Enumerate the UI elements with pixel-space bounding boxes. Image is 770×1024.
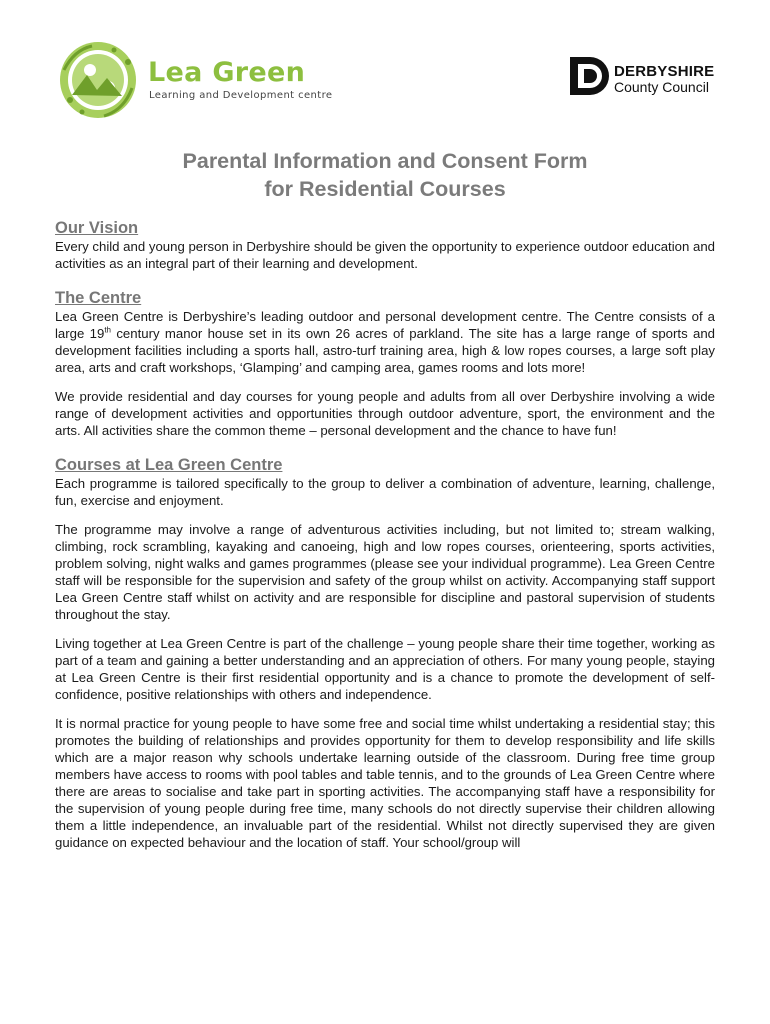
- page-header: [0, 0, 770, 125]
- lea-green-logo-icon: [52, 40, 144, 120]
- centre-paragraph-2: We provide residential and day courses for young people and adults from all over Derbyshire involving a wide range of development activities and opportunities through outdoor adventure, sport, the environment and the arts. All activities share the common theme – personal development and the chance to have fun!: [55, 389, 715, 438]
- derbyshire-d-icon: [570, 57, 610, 95]
- centre-p1-superscript: th: [104, 325, 111, 335]
- council-subtitle: County Council: [614, 79, 709, 95]
- page-title: [0, 147, 770, 203]
- centre-heading: The Centre: [55, 289, 142, 307]
- document-body: [55, 218, 715, 851]
- centre-p1-text-b: century manor house set in its own 26 acres of parkland. The site has a large range of sports and development facilities including a sports hall, astro-turf training area, high & low ropes courses, a large soft play area, arts and craft workshops, ‘Glamping’ and camping area, games rooms and lots more!: [55, 326, 715, 375]
- centre-paragraph-1: [55, 308, 715, 376]
- logo-subtitle: Learning and Development centre: [149, 90, 333, 101]
- centre-p1-text-a: Lea Green Centre is Derbyshire’s leading outdoor and personal development centre. The Centre consists of a large 19: [55, 309, 715, 341]
- council-name: DERBYSHIRE: [614, 63, 715, 80]
- title-line-2: for Residential Courses: [264, 177, 506, 201]
- vision-heading: Our Vision: [55, 219, 139, 237]
- title-line-1: Parental Information and Consent Form: [182, 149, 588, 173]
- courses-paragraph-1: Each programme is tailored specifically to the group to deliver a combination of adventure, learning, challenge, fun, exercise and enjoyment.: [55, 476, 715, 508]
- courses-heading: Courses at Lea Green Centre: [55, 456, 283, 474]
- courses-paragraph-2: The programme may involve a range of adventurous activities including, but not limited to; stream walking, climbing, rock scrambling, kayaking and canoeing, high and low ropes courses, orienteering, sports activities, problem solving, night walks and games programmes (please see your individual programme). Lea Green Centre staff will be responsible for the supervision and safety of the group whilst on activity. Accompanying staff support Lea Green Centre staff whilst on activity and are responsible for discipline and pastoral supervision of students throughout the stay.: [55, 522, 715, 622]
- courses-paragraph-3: Living together at Lea Green Centre is part of the challenge – young people share their time together, working as part of a team and gaining a better understanding and an appreciation of others. For many young people, staying at Lea Green Centre is their first residential opportunity and is a chance to promote the development of self-confidence, positive relationships with others and independence.: [55, 636, 715, 702]
- logo-title: Lea Green: [148, 57, 306, 88]
- vision-paragraph: Every child and young person in Derbyshire should be given the opportunity to experience outdoor education and activities as an integral part of their learning and development.: [55, 239, 715, 271]
- courses-paragraph-4: It is normal practice for young people to have some free and social time whilst undertaking a residential stay; this promotes the building of relationships and provides opportunity for them to develop responsibility and life skills which are a major reason why schools undertake learning outside of the classroom. During free time group members have access to rooms with pool tables and table tennis, and to the grounds of Lea Green Centre where there are areas to socialise and take part in sporting activities. The accompanying staff have a responsibility for the supervision of young people during free time, many schools do not directly supervise their children allowing them a little independence, an invaluable part of the residential. Whilst not directly supervised they are given guidance on expected behaviour and the location of staff. Your school/group will: [55, 716, 715, 850]
